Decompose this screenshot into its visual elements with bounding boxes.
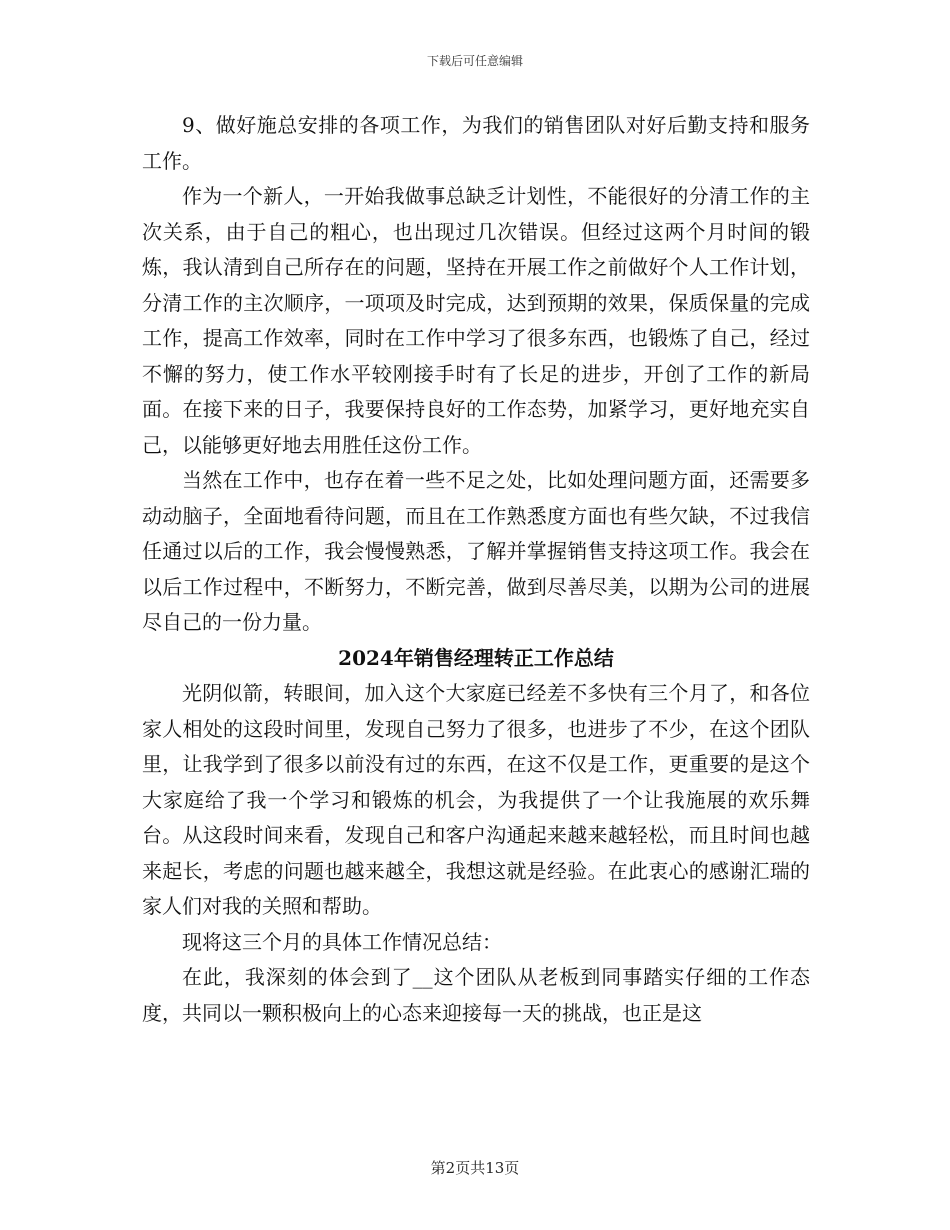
paragraph: 当然在工作中，也存在着一些不足之处，比如处理问题方面，还需要多动动脑子，全面地看待问题，而且在工作熟悉度方面也有些欠缺，不过我信任通过以后的工作，我会慢慢熟悉，了解并掌握销售支持这项工作。我会在以后工作过程中，不断努力，不断完善，做到尽善尽美，以期为公司的进展尽自己的一份力量。 (142, 468, 810, 634)
paragraph: 光阴似箭，转眼间，加入这个大家庭已经差不多快有三个月了，和各位家人相处的这段时间里，发现自己努力了很多，也进步了不少，在这个团队里，让我学到了很多以前没有过的东西，在这不仅是工作，更重要的是这个大家庭给了我一个学习和锻炼的机会，为我提供了一个让我施展的欢乐舞台。从这段时间来看，发现自己和客户沟通起来越来越轻松，而且时间也越来起长，考虑的问题也越来越全，我想这就是经验。在此衷心的感谢汇瑞的家人们对我的关照和帮助。 (142, 681, 810, 918)
document-body (142, 108, 810, 1031)
paragraph: 在此，我深刻的体会到了__这个团队从老板到同事踏实仔细的工作态度，共同以一颗积极向上的心态来迎接每一天的挑战，也正是这 (142, 965, 810, 1025)
paragraph: 9、做好施总安排的各项工作，为我们的销售团队对好后勤支持和服务工作。 (142, 113, 810, 173)
paragraph: 作为一个新人，一开始我做事总缺乏计划性，不能很好的分清工作的主次关系，由于自己的粗心，也出现过几次错误。但经过这两个月时间的锻炼，我认清到自己所存在的问题，坚持在开展工作之前做好个人工作计划，分清工作的主次顺序，一项项及时完成，达到预期的效果，保质保量的完成工作，提高工作效率，同时在工作中学习了很多东西，也锻炼了自己，经过不懈的努力，使工作水平较刚接手时有了长足的进步，开创了工作的新局面。在接下来的日子，我要保持良好的工作态势，加紧学习，更好地充实自己，以能够更好地去用胜任这份工作。 (142, 184, 810, 457)
section-title: 2024年销售经理转正工作总结 (338, 645, 614, 670)
paragraph: 现将这三个月的具体工作情况总结： (182, 929, 502, 954)
page-footer: 第2页共13页 (430, 1159, 520, 1177)
page-header: 下载后可任意编辑 (426, 54, 523, 68)
